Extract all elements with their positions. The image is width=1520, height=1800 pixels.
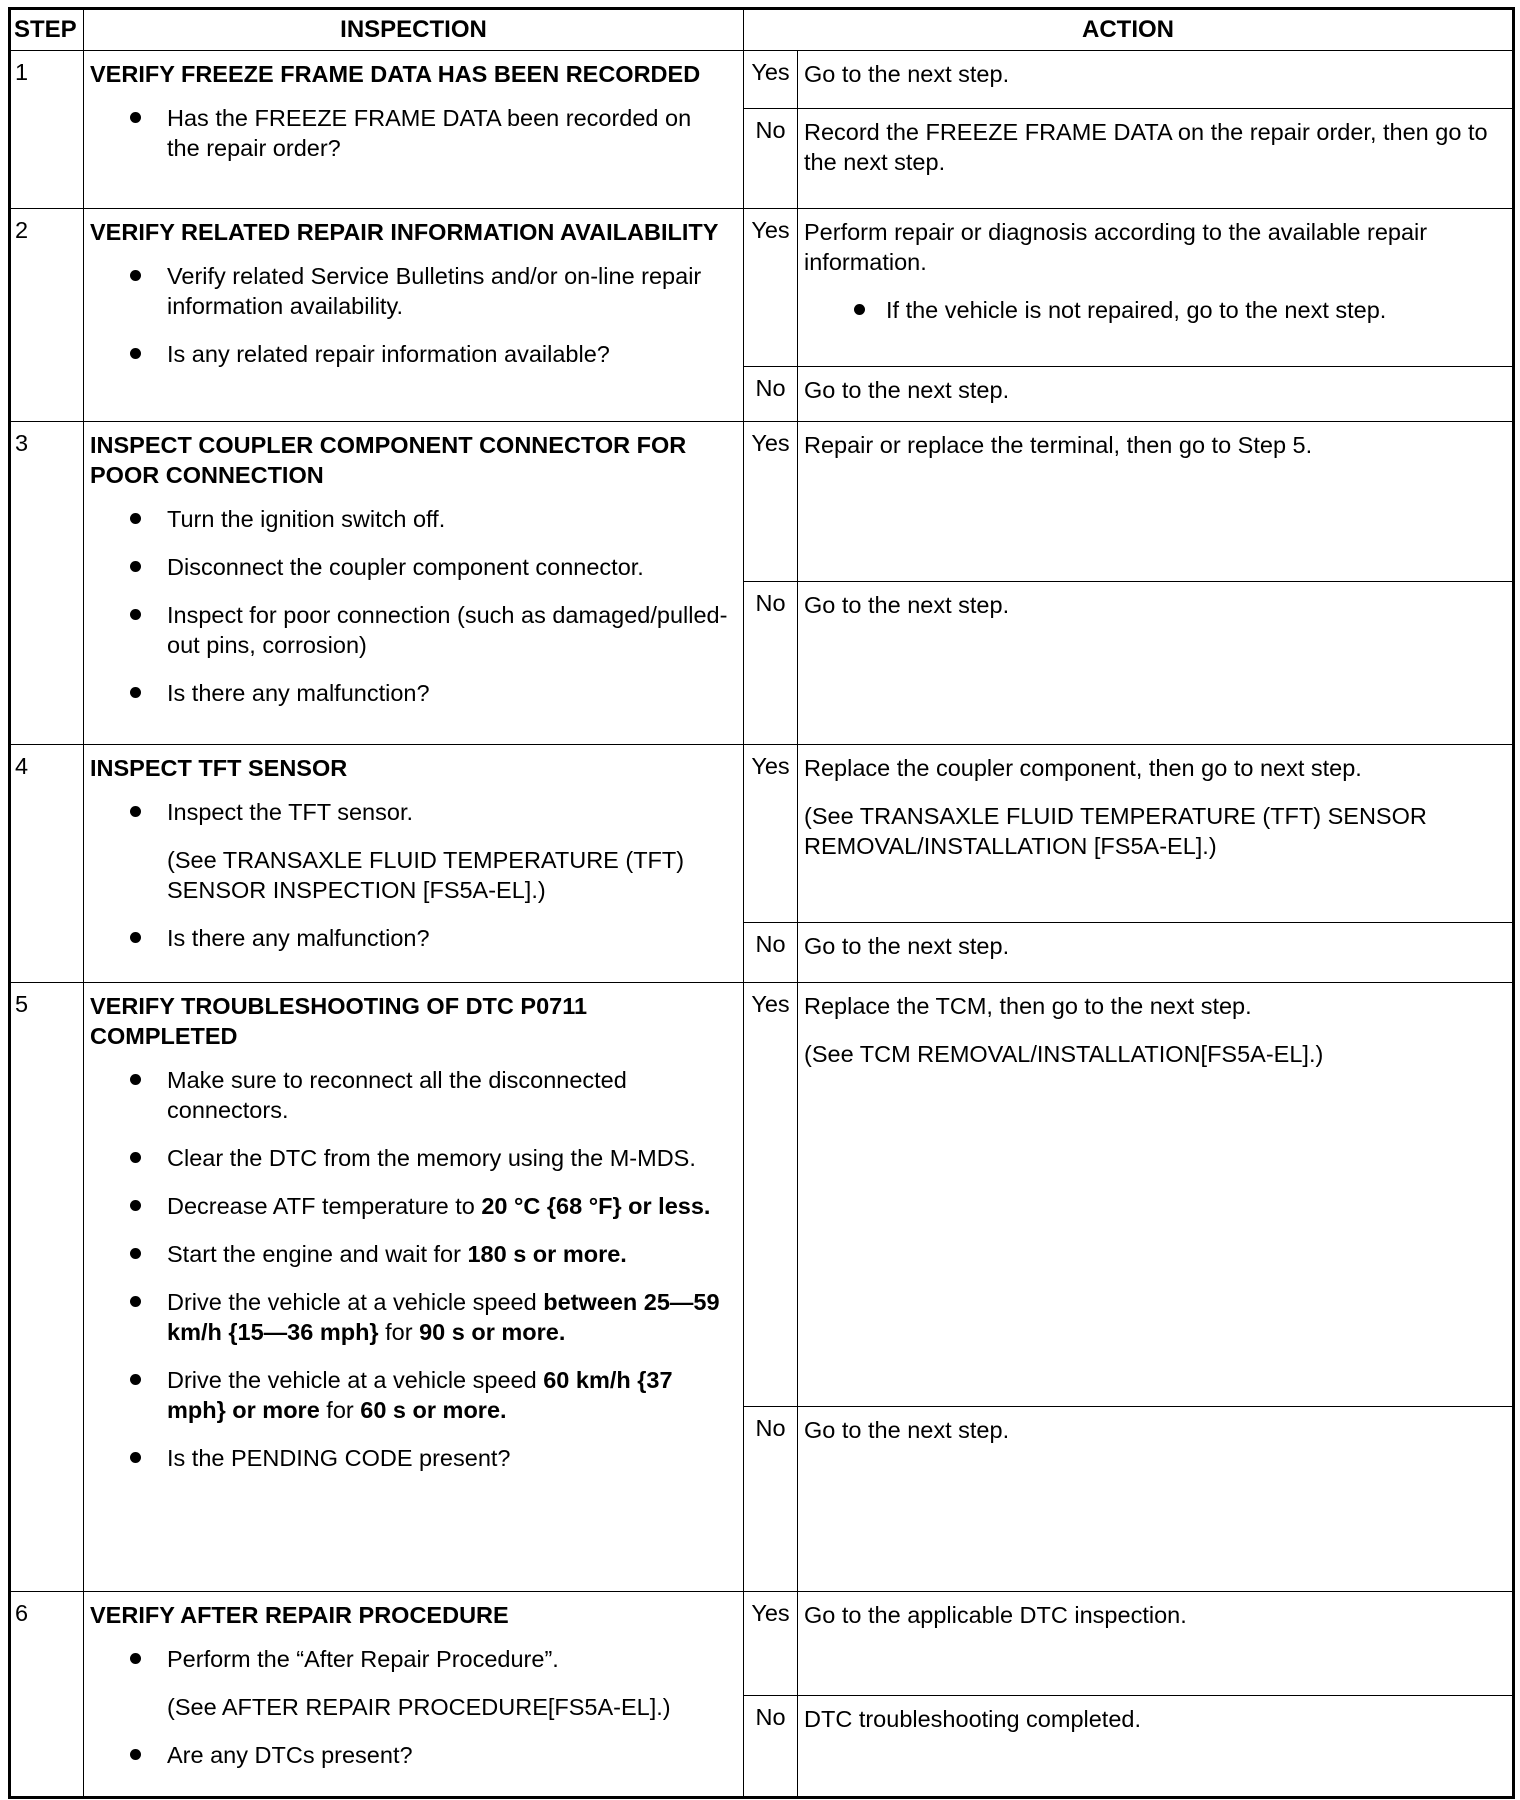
step-number: 1: [10, 51, 84, 209]
inspection-item: Is the PENDING CODE present?: [167, 1445, 511, 1471]
inspection-item: Is there any malfunction?: [167, 925, 430, 951]
inspection-item: Drive the vehicle at a vehicle speed 60 km/h {37 mph} or more for 60 s or more.: [167, 1367, 673, 1423]
step-4-yes-row: [10, 745, 1514, 923]
no-action: Record the FREEZE FRAME DATA on the repair order, then go to the next step.: [798, 109, 1514, 209]
yes-action: Go to the next step.: [798, 51, 1514, 109]
header-action: ACTION: [744, 9, 1514, 51]
yes-label: Yes: [744, 983, 798, 1407]
troubleshooting-document: [8, 7, 1515, 1799]
reference-note: (See TRANSAXLE FLUID TEMPERATURE (TFT) SENSOR INSPECTION [FS5A-EL].): [167, 847, 685, 903]
step-number: 6: [10, 1592, 84, 1798]
step-title: INSPECT COUPLER COMPONENT CONNECTOR FOR POOR CONNECTION: [90, 432, 687, 488]
header-inspection: INSPECTION: [84, 9, 744, 51]
no-label: No: [744, 367, 798, 422]
yes-action: Go to the applicable DTC inspection.: [798, 1592, 1514, 1696]
inspection-item: Clear the DTC from the memory using the M-MDS.: [167, 1145, 696, 1171]
yes-label: Yes: [744, 422, 798, 582]
yes-action: Repair or replace the terminal, then go to Step 5.: [798, 422, 1514, 582]
inspection-item: Verify related Service Bulletins and/or on-line repair information availability.: [167, 263, 702, 319]
step-2-inspection: [84, 209, 744, 422]
inspection-item: Is there any malfunction?: [167, 680, 430, 706]
inspection-item: Inspect the TFT sensor.: [167, 799, 414, 825]
step-3-inspection: [84, 422, 744, 745]
step-3-yes-row: [10, 422, 1514, 582]
no-label: No: [744, 1696, 798, 1798]
step-title: VERIFY RELATED REPAIR INFORMATION AVAILABILITY: [90, 219, 719, 245]
action-item: If the vehicle is not repaired, go to the next step.: [886, 297, 1387, 323]
step-title: VERIFY TROUBLESHOOTING OF DTC P0711 COMPLETED: [90, 993, 588, 1049]
inspection-item: Inspect for poor connection (such as damaged/pulled-out pins, corrosion): [167, 602, 728, 658]
header-step: STEP: [10, 9, 84, 51]
yes-action: Replace the coupler component, then go to next step. (See TRANSAXLE FLUID TEMPERATURE (TFT) SENSOR REMOVAL/INSTALLATION [FS5A-EL].): [798, 745, 1514, 923]
step-title: VERIFY FREEZE FRAME DATA HAS BEEN RECORDED: [90, 61, 701, 87]
no-action: Go to the next step.: [798, 923, 1514, 983]
step-title: VERIFY AFTER REPAIR PROCEDURE: [90, 1602, 509, 1628]
reference-note: (See TRANSAXLE FLUID TEMPERATURE (TFT) SENSOR REMOVAL/INSTALLATION [FS5A-EL].): [804, 803, 1427, 859]
no-action: Go to the next step.: [798, 582, 1514, 745]
no-action: DTC troubleshooting completed.: [798, 1696, 1514, 1798]
diagnostic-table: [8, 7, 1515, 1799]
step-number: 3: [10, 422, 84, 745]
no-action: Go to the next step.: [798, 367, 1514, 422]
step-1-inspection: [84, 51, 744, 209]
no-label: No: [744, 923, 798, 983]
yes-label: Yes: [744, 1592, 798, 1696]
step-4-inspection: [84, 745, 744, 983]
yes-action: Perform repair or diagnosis according to the available repair information. If the vehicle is not repaired, go to the next step.: [798, 209, 1514, 367]
inspection-item: Has the FREEZE FRAME DATA been recorded on the repair order?: [167, 105, 692, 161]
inspection-item: Disconnect the coupler component connector.: [167, 554, 644, 580]
no-label: No: [744, 109, 798, 209]
inspection-item: Perform the “After Repair Procedure”.: [167, 1646, 559, 1672]
inspection-item: Is any related repair information available?: [167, 341, 610, 367]
step-number: 5: [10, 983, 84, 1592]
inspection-item: Turn the ignition switch off.: [167, 506, 446, 532]
yes-label: Yes: [744, 745, 798, 923]
inspection-item: Drive the vehicle at a vehicle speed between 25—59 km/h {15—36 mph} for 90 s or more.: [167, 1289, 720, 1345]
step-number: 2: [10, 209, 84, 422]
step-number: 4: [10, 745, 84, 983]
reference-note: (See TCM REMOVAL/INSTALLATION[FS5A-EL].): [804, 1041, 1324, 1067]
inspection-item: Start the engine and wait for 180 s or more.: [167, 1241, 627, 1267]
step-5-yes-row: [10, 983, 1514, 1407]
step-2-yes-row: [10, 209, 1514, 367]
no-label: No: [744, 1407, 798, 1592]
step-6-yes-row: [10, 1592, 1514, 1696]
step-1-yes-row: [10, 51, 1514, 109]
header-row: [10, 9, 1514, 51]
inspection-item: Make sure to reconnect all the disconnected connectors.: [167, 1067, 627, 1123]
step-title: INSPECT TFT SENSOR: [90, 755, 348, 781]
step-6-inspection: [84, 1592, 744, 1798]
yes-label: Yes: [744, 51, 798, 109]
inspection-item: Decrease ATF temperature to 20 °C {68 °F} or less.: [167, 1193, 711, 1219]
no-label: No: [744, 582, 798, 745]
no-action: Go to the next step.: [798, 1407, 1514, 1592]
step-5-inspection: [84, 983, 744, 1592]
inspection-item: Are any DTCs present?: [167, 1742, 413, 1768]
reference-note: (See AFTER REPAIR PROCEDURE[FS5A-EL].): [167, 1694, 671, 1720]
yes-action: Replace the TCM, then go to the next step. (See TCM REMOVAL/INSTALLATION[FS5A-EL].): [798, 983, 1514, 1407]
yes-label: Yes: [744, 209, 798, 367]
